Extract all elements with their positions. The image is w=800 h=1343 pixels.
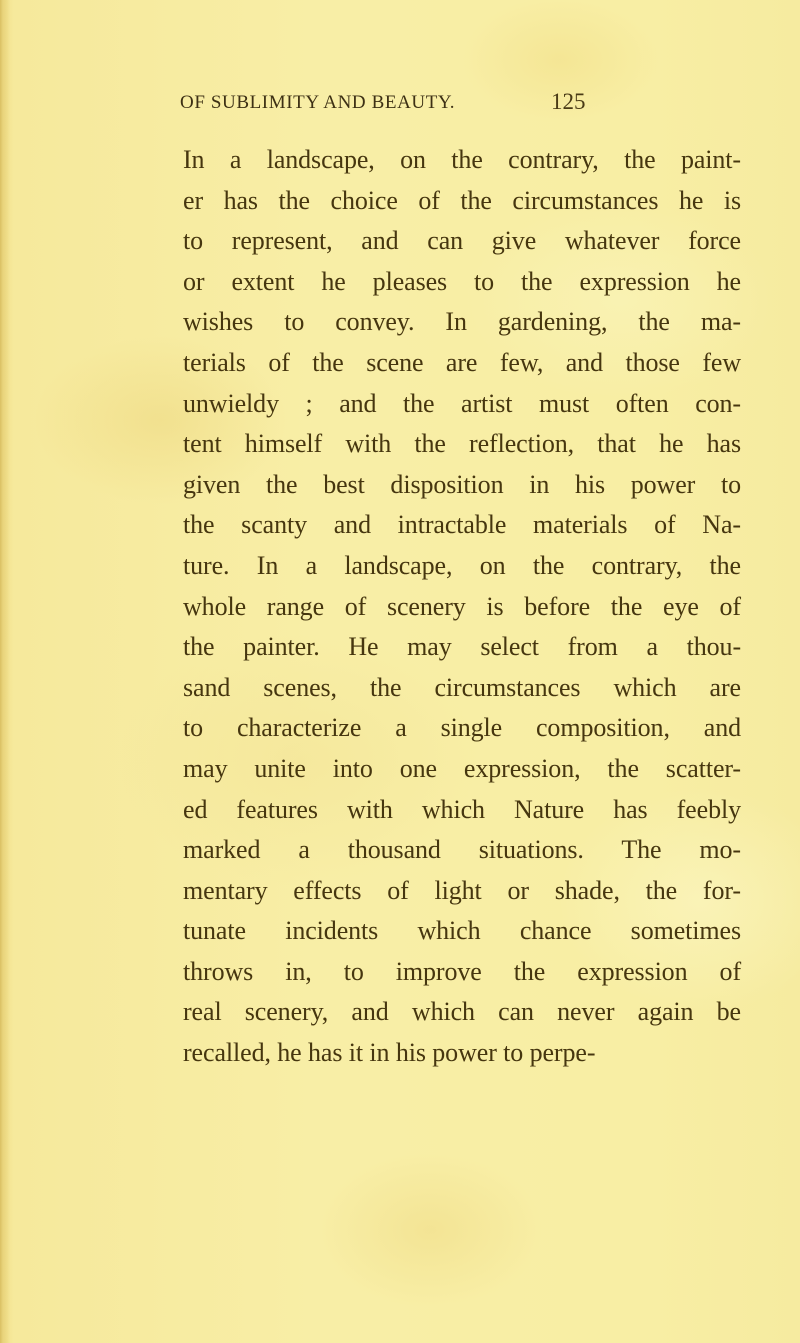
text-line: to characterize a single composition, and — [183, 713, 741, 743]
text-line: tent himself with the reflection, that he has — [183, 429, 741, 459]
text-line: to represent, and can give whatever force — [183, 226, 741, 256]
text-line: ture. In a landscape, on the contrary, the — [183, 550, 741, 580]
text-line: marked a thousand situations. The mo- — [183, 835, 741, 865]
text-line: sand scenes, the circumstances which are — [183, 672, 741, 702]
text-line: ed features with which Nature has feebly — [183, 794, 741, 824]
text-line: given the best disposition in his power to — [183, 469, 741, 499]
running-title: OF SUBLIMITY AND BEAUTY. — [180, 92, 456, 113]
page-edge — [0, 0, 10, 1343]
text-line: mentary effects of light or shade, the for- — [183, 875, 741, 905]
text-line: may unite into one expression, the scatter- — [183, 753, 741, 783]
text-line: er has the choice of the circumstances he is — [183, 185, 741, 215]
running-head — [180, 89, 740, 122]
body-text — [183, 140, 741, 1074]
text-line: tunate incidents which chance sometimes — [183, 916, 741, 946]
text-line: real scenery, and which can never again be — [183, 997, 741, 1027]
text-line: In a landscape, on the contrary, the paint- — [183, 145, 741, 174]
text-line: wishes to convey. In gardening, the ma- — [183, 307, 741, 337]
text-line: the painter. He may select from a thou- — [183, 632, 741, 662]
text-line: whole range of scenery is before the eye of — [183, 591, 741, 621]
page-number: 125 — [551, 89, 586, 114]
text-line: unwieldy ; and the artist must often con- — [183, 388, 741, 418]
text-line: the scanty and intractable materials of Na- — [183, 510, 741, 540]
text-line: throws in, to improve the expression of — [183, 956, 741, 986]
text-line: terials of the scene are few, and those few — [183, 347, 741, 377]
text-line: recalled, he has it in his power to perpe- — [183, 1038, 596, 1068]
text-line: or extent he pleases to the expression he — [183, 266, 741, 296]
